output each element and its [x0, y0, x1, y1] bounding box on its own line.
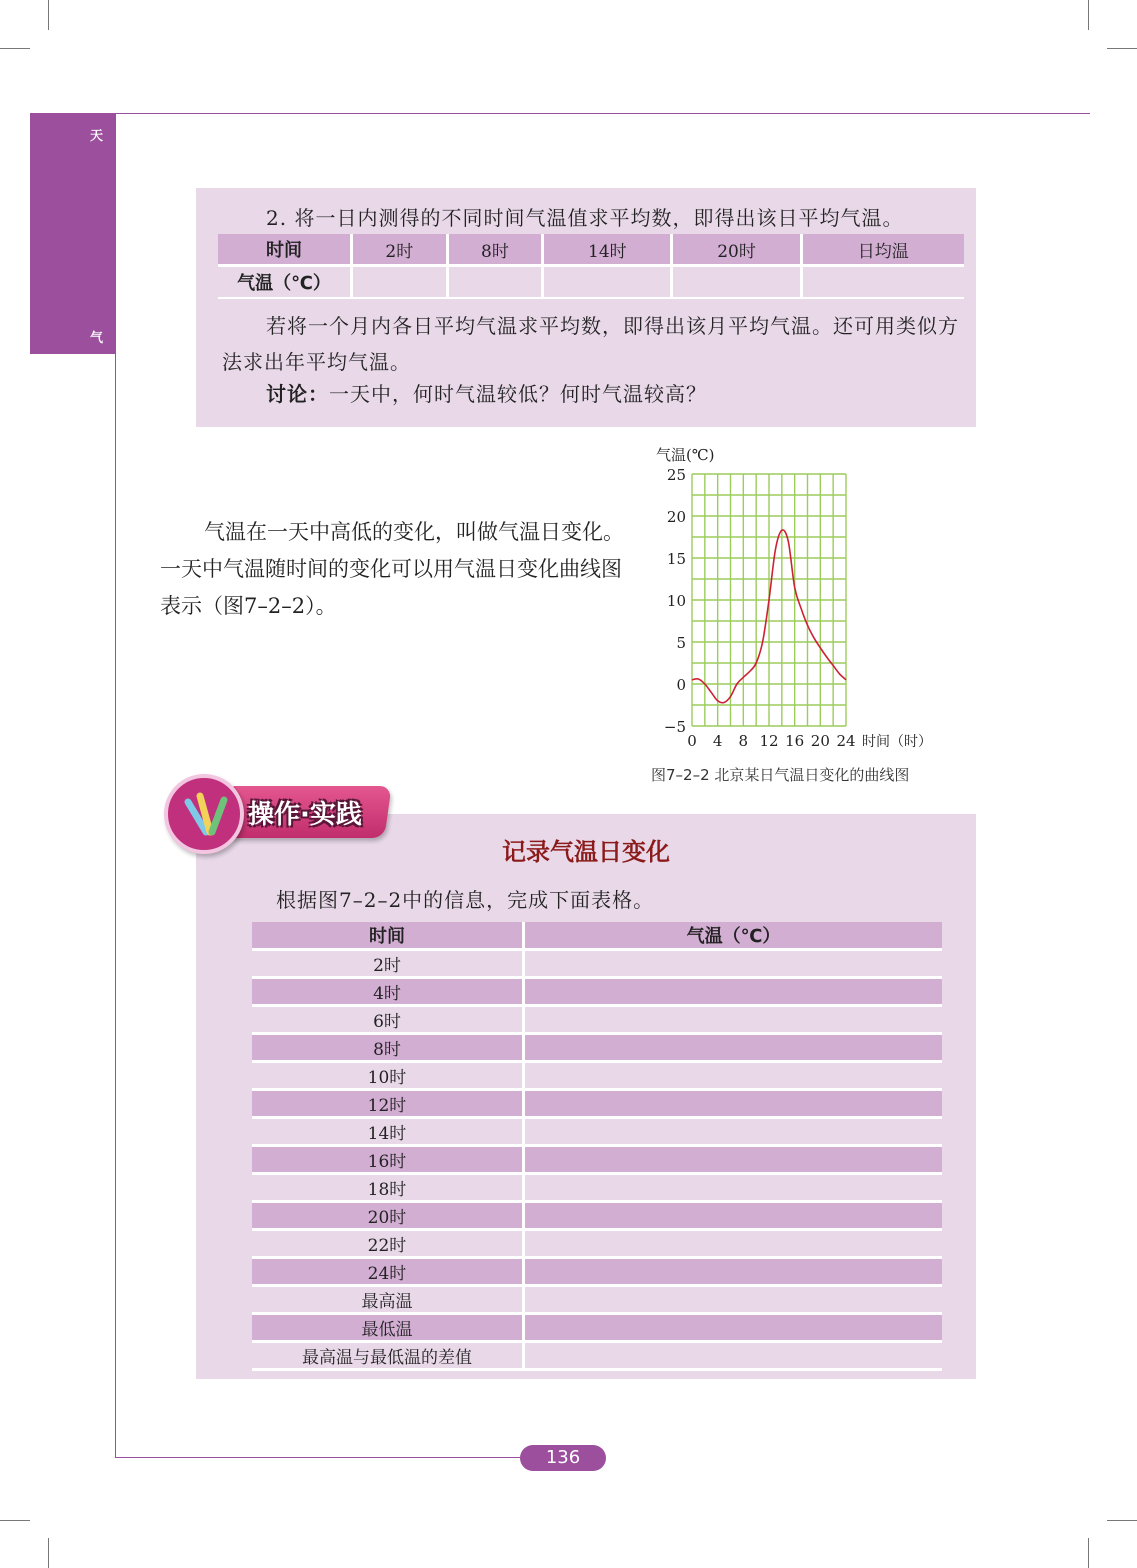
crop-mark — [1107, 1520, 1137, 1521]
table-row — [252, 1258, 942, 1286]
table-header-row — [218, 234, 964, 266]
table-row-label: 22时 — [252, 1230, 524, 1258]
table-row — [218, 266, 964, 299]
table-cell-empty — [524, 1006, 943, 1034]
table-header-cell: 时间 — [218, 234, 352, 266]
crop-mark — [0, 1520, 30, 1521]
table-cell-empty — [524, 1034, 943, 1062]
table-row-label: 8时 — [252, 1034, 524, 1062]
table-row — [252, 978, 942, 1006]
crop-mark — [1088, 0, 1089, 30]
table-row-label: 10时 — [252, 1062, 524, 1090]
sidebar-char-top: 天 — [90, 129, 104, 144]
table-cell-empty — [672, 266, 801, 299]
x-tick-label: 8 — [738, 732, 749, 750]
x-tick-label: 4 — [712, 732, 723, 750]
table-row-label: 16时 — [252, 1146, 524, 1174]
x-tick-label: 12 — [759, 732, 779, 750]
x-tick-label: 16 — [785, 732, 805, 750]
crop-mark — [1107, 48, 1137, 49]
table-cell-empty — [524, 1230, 943, 1258]
practice-intro: 根据图7–2–2中的信息，完成下面表格。 — [276, 888, 655, 912]
table-row-label: 4时 — [252, 978, 524, 1006]
discussion-text: 一天中，何时气温较低？何时气温较高？ — [329, 382, 707, 406]
table-cell-empty — [524, 1062, 943, 1090]
crop-mark — [1088, 1538, 1089, 1568]
discussion-line — [266, 378, 707, 407]
table-row-label: 最高温 — [252, 1286, 524, 1314]
crop-mark — [48, 1538, 49, 1568]
frame-line-top — [30, 113, 1090, 114]
discussion-label: 讨论： — [266, 382, 329, 406]
crop-mark — [0, 48, 30, 49]
figure-caption: 图7–2–2 北京某日气温日变化的曲线图 — [651, 766, 910, 784]
table-row — [252, 1006, 942, 1034]
table-header-cell: 8时 — [447, 234, 543, 266]
table-row-label: 最高温与最低温的差值 — [252, 1342, 524, 1370]
y-tick-label: 20 — [666, 508, 686, 526]
practice-title: 记录气温日变化 — [502, 838, 670, 866]
table-cell-empty — [524, 1286, 943, 1314]
activity-step-text: 2. 将一日内测得的不同时间气温值求平均数，即得出该日平均气温。 — [266, 206, 904, 230]
table-header-cell: 气温（℃） — [524, 922, 943, 950]
table-row-label: 气温（℃） — [218, 266, 352, 299]
y-tick-label: 15 — [666, 550, 686, 568]
table-row — [252, 1062, 942, 1090]
table-cell-empty — [524, 978, 943, 1006]
x-tick-label: 0 — [687, 732, 697, 750]
table-cell-empty — [447, 266, 543, 299]
crop-mark — [48, 0, 49, 30]
table-row — [252, 1146, 942, 1174]
table-row — [252, 1314, 942, 1342]
table-cell-empty — [524, 1202, 943, 1230]
activity-paragraph: 若将一个月内各日平均气温求平均数，即得出该月平均气温。还可用类似方法求出年平均气温。 — [222, 314, 959, 374]
table-row-label: 2时 — [252, 950, 524, 978]
practice-badge — [160, 774, 400, 860]
table-cell-empty — [524, 1118, 943, 1146]
table-cell-empty — [524, 1146, 943, 1174]
x-tick-label: 24 — [836, 732, 856, 750]
table-header-cell: 日均温 — [801, 234, 964, 266]
chapter-sidebar — [30, 114, 116, 354]
table-row — [252, 1286, 942, 1314]
table-header-cell: 14时 — [543, 234, 672, 266]
table-cell-empty — [524, 1314, 943, 1342]
frame-line-bottom — [115, 1457, 535, 1458]
average-temp-table — [218, 234, 964, 299]
table-cell-empty — [543, 266, 672, 299]
table-cell-empty — [352, 266, 448, 299]
table-cell-empty — [524, 1090, 943, 1118]
x-axis-label: 时间（时） — [862, 734, 932, 750]
y-tick-label: 0 — [676, 676, 686, 694]
practice-box — [196, 814, 976, 1379]
table-cell-empty — [801, 266, 964, 299]
table-header-cell: 20时 — [672, 234, 801, 266]
y-tick-label: 25 — [666, 466, 686, 484]
table-row-label: 18时 — [252, 1174, 524, 1202]
table-row-label: 20时 — [252, 1202, 524, 1230]
table-row — [252, 1034, 942, 1062]
table-row — [252, 1342, 942, 1370]
table-cell-empty — [524, 1258, 943, 1286]
page-number: 136 — [520, 1445, 606, 1471]
table-row — [252, 1230, 942, 1258]
badge-text: 操作·实践 — [248, 800, 362, 830]
table-row — [252, 950, 942, 978]
table-row-label: 最低温 — [252, 1314, 524, 1342]
table-header-cell: 2时 — [352, 234, 448, 266]
badge-circle — [164, 774, 244, 854]
test-tubes-icon — [168, 778, 240, 850]
chart-svg — [650, 440, 980, 760]
y-tick-label: 10 — [666, 592, 686, 610]
record-table — [252, 922, 942, 1371]
frame-line-left — [115, 114, 116, 1458]
body-paragraph: 气温在一天中高低的变化，叫做气温日变化。一天中气温随时间的变化可以用气温日变化曲线图表示（图7–2–2）。 — [160, 520, 624, 618]
y-tick-label: −5 — [663, 718, 686, 736]
table-header-cell: 时间 — [252, 922, 524, 950]
table-header-row — [252, 922, 942, 950]
table-cell-empty — [524, 1174, 943, 1202]
activity-box — [196, 188, 976, 427]
table-row — [252, 1174, 942, 1202]
sidebar-char-bottom: 气 — [90, 331, 104, 346]
table-row-label: 14时 — [252, 1118, 524, 1146]
table-row — [252, 1118, 942, 1146]
y-tick-label: 5 — [676, 634, 686, 652]
x-tick-label: 20 — [810, 732, 830, 750]
temperature-chart — [650, 440, 980, 760]
table-cell-empty — [524, 1342, 943, 1370]
y-axis-label: 气温(℃) — [656, 446, 715, 464]
table-row-label: 6时 — [252, 1006, 524, 1034]
table-row — [252, 1090, 942, 1118]
table-row-label: 12时 — [252, 1090, 524, 1118]
table-row — [252, 1202, 942, 1230]
table-cell-empty — [524, 950, 943, 978]
table-row-label: 24时 — [252, 1258, 524, 1286]
